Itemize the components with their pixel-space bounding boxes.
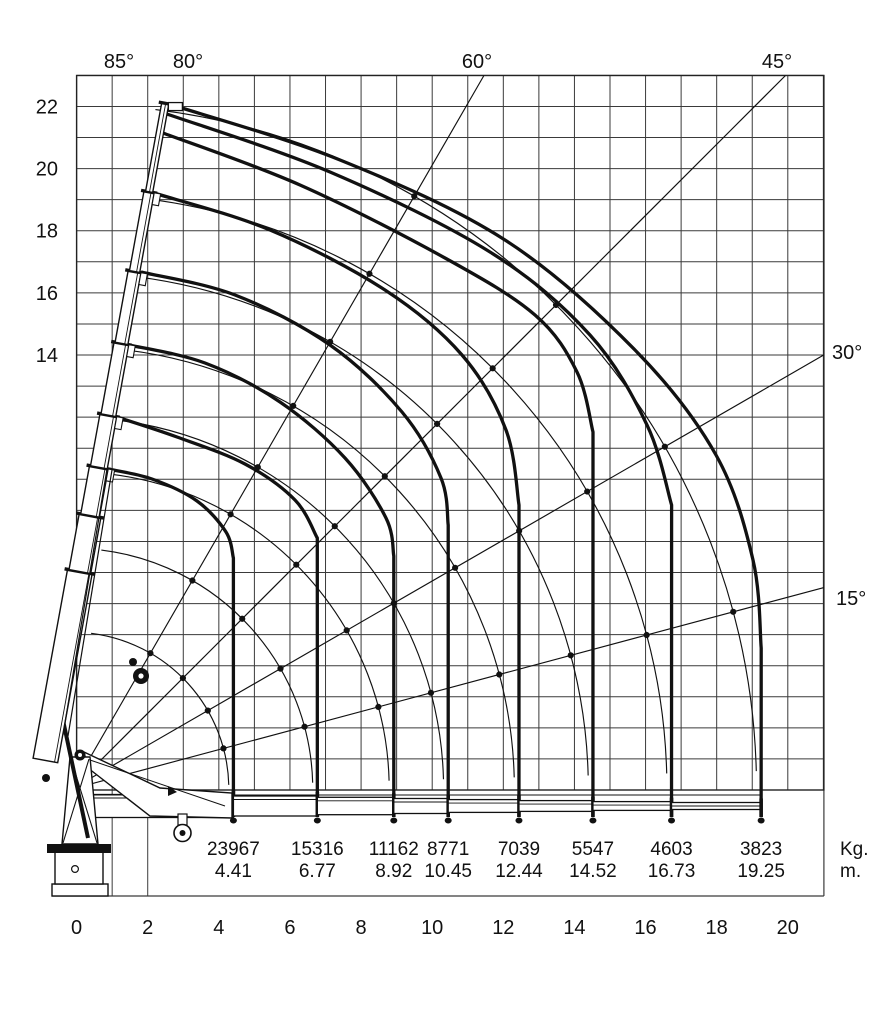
- intersection-dot-15-14.52: [568, 652, 574, 658]
- intersection-dot-45-8.92: [293, 562, 299, 568]
- intersection-dot-30-12.44: [452, 565, 458, 571]
- unit-label-m: m.: [840, 861, 862, 882]
- intersection-dot-45-16.73: [490, 365, 496, 371]
- load-kg-label: 23967: [206, 839, 260, 860]
- boom-pulley-small: [129, 658, 137, 666]
- hook-link: [178, 814, 187, 825]
- y-tick-label: 20: [35, 158, 58, 181]
- angle-label-15: 15°: [836, 588, 867, 610]
- load-kg-label: 4603: [650, 839, 693, 860]
- intersection-dot-15-6.77: [301, 724, 307, 730]
- raised-boom-section: [115, 270, 141, 344]
- pedestal-box: [55, 852, 103, 884]
- intersection-dot-15-16.73: [644, 632, 650, 638]
- angle-ray-45: [72, 76, 786, 790]
- radius-arc-12.44: [126, 350, 514, 777]
- intersection-dot-15-10.45: [428, 690, 434, 696]
- boom-pulley-pin: [138, 673, 143, 678]
- load-curve-foot-6.77: [314, 818, 321, 824]
- intersection-dot-60-4.41: [147, 650, 153, 656]
- angle-label-60: 60°: [461, 51, 493, 73]
- load-reach-label: 16.73: [647, 861, 696, 882]
- angle-label-45: 45°: [761, 51, 793, 73]
- x-tick-label: 14: [563, 917, 586, 939]
- angle-label-80: 80°: [172, 51, 204, 73]
- load-kg-label: 5547: [571, 839, 615, 860]
- load-reach-label: 19.25: [737, 861, 785, 882]
- load-curve-foot-12.44: [515, 818, 522, 824]
- radius-arc-19.25: [155, 110, 756, 772]
- intersection-dot-15-19.25: [730, 609, 736, 615]
- y-tick-label: 14: [35, 345, 58, 368]
- plot-border: [77, 76, 824, 791]
- boom-section: [317, 797, 393, 814]
- raised-boom-art: [33, 102, 182, 782]
- y-tick-label: 16: [35, 282, 58, 305]
- x-tick-label: 6: [284, 917, 296, 939]
- pedestal-plate: [52, 884, 108, 896]
- load-reach-label: 10.45: [424, 861, 472, 882]
- intersection-dot-15-4.41: [220, 745, 226, 751]
- x-tick-label: 16: [634, 917, 657, 939]
- intersection-dot-45-12.44: [382, 473, 388, 479]
- x-tick-label: 0: [71, 917, 83, 939]
- raised-boom-inner-line: [150, 103, 166, 192]
- y-tick-label: 22: [35, 96, 58, 119]
- intersection-dot-45-10.45: [332, 523, 338, 529]
- intersection-dot-30-16.73: [584, 488, 590, 494]
- intersection-dot-30-19.25: [662, 444, 668, 450]
- x-tick-label: 10: [421, 917, 444, 939]
- load-reach-label: 4.41: [214, 861, 252, 882]
- y-tick-label: 18: [35, 220, 58, 243]
- load-reach-label: 6.77: [298, 861, 336, 882]
- intersection-dot-60-8.92: [227, 511, 233, 517]
- load-curve-8.92: [129, 345, 394, 817]
- x-tick-label: 20: [776, 917, 799, 939]
- x-tick-label: 12: [492, 917, 515, 939]
- main-pivot-pin: [78, 753, 82, 757]
- load-curve-foot-8.92: [390, 818, 397, 824]
- intersection-dot-30-4.41: [205, 707, 211, 713]
- load-kg-label: 11162: [368, 839, 419, 860]
- intersection-dot-30-6.77: [277, 666, 283, 672]
- boom-section: [233, 796, 317, 816]
- pedestal-flange: [47, 844, 111, 853]
- load-reach-label: 12.44: [495, 861, 543, 882]
- raised-boom-bracket: [139, 273, 148, 286]
- load-reach-label: 14.52: [569, 861, 617, 882]
- hook-pulley-axle: [180, 830, 186, 836]
- unit-label-kg: Kg.: [840, 839, 869, 860]
- raised-boom-section: [129, 191, 154, 273]
- intersection-dot-60-16.73: [366, 271, 372, 277]
- intersection-dot-15-12.44: [496, 671, 502, 677]
- boom-section: [593, 802, 672, 811]
- intersection-dot-45-4.41: [180, 675, 186, 681]
- raised-boom-bracket: [152, 193, 161, 206]
- boom-section: [394, 799, 448, 814]
- intersection-dots: [147, 193, 736, 751]
- load-kg-label: 7039: [497, 839, 541, 860]
- radius-arc-16.73: [145, 199, 667, 774]
- load-curve-14.52: [163, 133, 593, 817]
- intersection-dot-45-6.77: [239, 616, 245, 622]
- load-kg-label: 8771: [427, 839, 470, 860]
- load-curve-foot-16.73: [668, 818, 675, 824]
- load-curve-foot-14.52: [589, 818, 596, 824]
- intersection-dot-60-6.77: [189, 577, 195, 583]
- raised-boom-bracket: [127, 345, 136, 358]
- crane-base-art: [47, 668, 232, 896]
- load-curve-foot-19.25: [758, 818, 765, 824]
- load-curve-4.41: [108, 469, 233, 817]
- angle-label-30: 30°: [832, 342, 863, 364]
- pedestal-bolt: [72, 866, 79, 873]
- x-tick-label: 2: [142, 917, 154, 939]
- boom-section: [448, 800, 519, 813]
- boom-section: [519, 801, 593, 812]
- load-kg-label: 3823: [739, 839, 783, 860]
- x-tick-label: 18: [705, 917, 728, 939]
- load-curve-10.45: [141, 272, 448, 817]
- intersection-dot-30-8.92: [344, 627, 350, 633]
- load-kg-label: 15316: [290, 839, 344, 860]
- angle-label-85: 85°: [103, 51, 135, 73]
- x-tick-label: 4: [213, 917, 225, 939]
- intersection-dot-45-14.52: [434, 421, 440, 427]
- load-reach-label: 8.92: [375, 861, 413, 882]
- intersection-dot-15-8.92: [375, 704, 381, 710]
- raised-boom-bracket: [115, 417, 124, 430]
- x-tick-label: 8: [355, 917, 367, 939]
- boom-root-pivot: [42, 774, 50, 782]
- load-curve-foot-10.45: [445, 818, 452, 824]
- angle-ray-60: [72, 76, 484, 790]
- boom-tip-block: [168, 103, 182, 111]
